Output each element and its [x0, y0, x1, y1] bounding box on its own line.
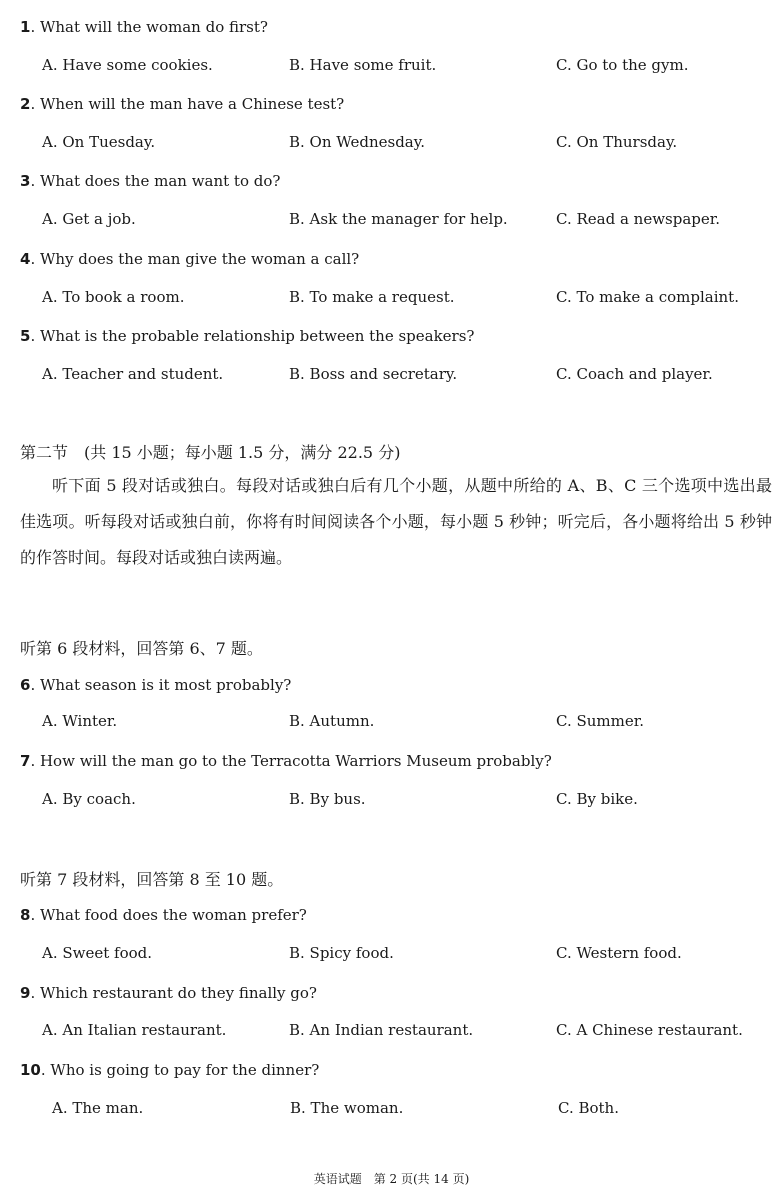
options-8 [0, 944, 783, 966]
option-c: C. Summer. [556, 712, 645, 730]
question-2: 2. When will the man have a Chinese test? [20, 95, 345, 113]
question-10: 10. Who is going to pay for the dinner? [20, 1061, 320, 1079]
option-c: C. Coach and player. [556, 365, 713, 383]
option-a: A. To book a room. [42, 288, 185, 306]
question-6: 6. What season is it most probably? [20, 676, 292, 694]
question-8: 8. What food does the woman prefer? [20, 906, 307, 924]
question-1: 1. What will the woman do first? [20, 18, 268, 36]
option-a: A. On Tuesday. [42, 133, 156, 151]
option-c: C. On Thursday. [556, 133, 678, 151]
option-a: A. Have some cookies. [42, 56, 213, 74]
option-b: B. Ask the manager for help. [289, 210, 508, 228]
option-b: B. The woman. [290, 1099, 404, 1117]
option-a: A. Winter. [42, 712, 118, 730]
option-b: B. Have some fruit. [289, 56, 437, 74]
options-5 [0, 365, 783, 387]
option-b: B. Spicy food. [289, 944, 394, 962]
option-c: C. A Chinese restaurant. [556, 1021, 743, 1039]
options-10 [0, 1099, 783, 1121]
section-instructions: 听下面 5 段对话或独白。每段对话或独白后有几个小题，从题中所给的 A、B、C 三个选项中选出最佳选项。听每段对话或独白前，你将有时间阅读各个小题，每小题 5 秒钟；听完后，各小题将给出 5 秒钟的作答时间。每段对话或独白读两遍。 [20, 476, 772, 567]
option-a: A. The man. [52, 1099, 144, 1117]
options-6 [0, 712, 783, 734]
option-b: B. An Indian restaurant. [289, 1021, 474, 1039]
option-b: B. Boss and secretary. [289, 365, 458, 383]
option-b: B. On Wednesday. [289, 133, 425, 151]
option-c: C. Western food. [556, 944, 682, 962]
options-4 [0, 288, 783, 310]
question-4: 4. Why does the man give the woman a call? [20, 250, 360, 268]
option-a: A. Teacher and student. [42, 365, 224, 383]
option-a: A. By coach. [42, 790, 136, 808]
option-b: B. To make a request. [289, 288, 455, 306]
question-3: 3. What does the man want to do? [20, 172, 281, 190]
options-1 [0, 56, 783, 78]
option-c: C. By bike. [556, 790, 638, 808]
question-5: 5. What is the probable relationship between the speakers? [20, 327, 475, 345]
option-b: B. By bus. [289, 790, 366, 808]
option-c: C. Both. [558, 1099, 619, 1117]
option-a: A. An Italian restaurant. [42, 1021, 227, 1039]
options-9 [0, 1021, 783, 1043]
option-a: A. Get a job. [42, 210, 136, 228]
question-9: 9. Which restaurant do they finally go? [20, 984, 317, 1002]
page-footer: 英语试题 第 2 页(共 14 页) [313, 1172, 470, 1186]
option-c: C. To make a complaint. [556, 288, 739, 306]
section-heading: 第二节 (共 15 小题；每小题 1.5 分，满分 22.5 分) [20, 443, 401, 462]
options-7 [0, 790, 783, 812]
question-7: 7. How will the man go to the Terracotta Warriors Museum probably? [20, 752, 552, 770]
options-3 [0, 210, 783, 232]
material-7-heading: 听第 7 段材料，回答第 8 至 10 题。 [20, 870, 284, 889]
option-c: C. Go to the gym. [556, 56, 689, 74]
option-a: A. Sweet food. [42, 944, 153, 962]
options-2 [0, 133, 783, 155]
material-6-heading: 听第 6 段材料，回答第 6、7 题。 [20, 639, 263, 658]
option-b: B. Autumn. [289, 712, 375, 730]
option-c: C. Read a newspaper. [556, 210, 721, 228]
